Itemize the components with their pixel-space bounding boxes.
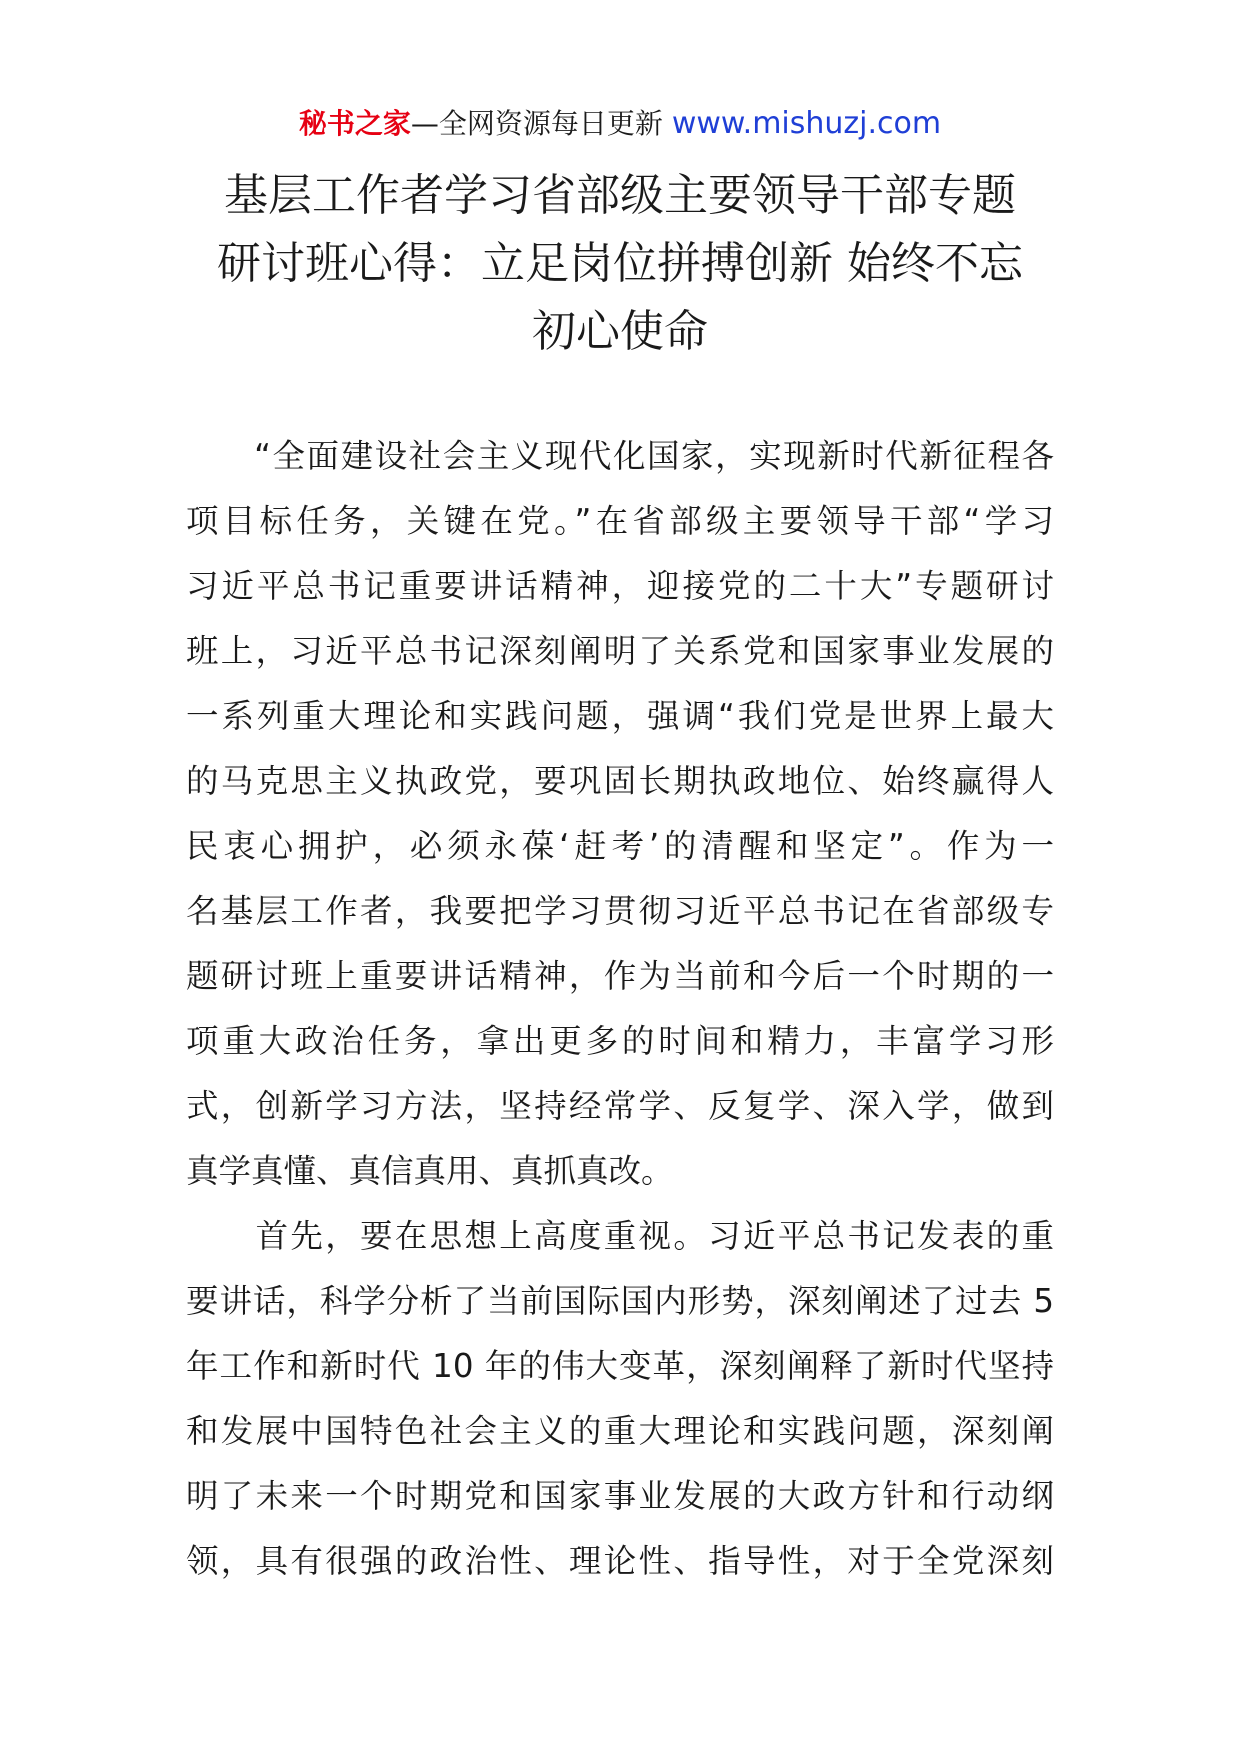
- body-line: 领，具有很强的政治性、理论性、指导性，对于全党深刻: [186, 1542, 1054, 1580]
- body-line: “全面建设社会主义现代化国家，实现新时代新征程各: [186, 437, 1054, 475]
- title-line: 研讨班心得：立足岗位拼搏创新 始终不忘: [217, 238, 1023, 289]
- document-body: [186, 424, 1054, 1594]
- body-line: 真学真懂、真信真用、真抓真改。: [186, 1152, 674, 1190]
- site-tagline: —全网资源每日更新: [410, 107, 663, 140]
- body-line: 年工作和新时代 10 年的伟大变革，深刻阐释了新时代坚持: [186, 1347, 1054, 1385]
- body-line: 名基层工作者，我要把学习贯彻习近平总书记在省部级专: [186, 892, 1054, 930]
- title-line: 初心使命: [532, 306, 708, 357]
- body-line: 和发展中国特色社会主义的重大理论和实践问题，深刻阐: [186, 1412, 1054, 1450]
- body-line: 题研讨班上重要讲话精神，作为当前和今后一个时期的一: [186, 957, 1054, 995]
- body-line: 习近平总书记重要讲话精神，迎接党的二十大”专题研讨: [186, 567, 1054, 605]
- body-line: 明了未来一个时期党和国家事业发展的大政方针和行动纲: [186, 1477, 1054, 1515]
- body-line: 要讲话，科学分析了当前国际国内形势，深刻阐述了过去 5: [186, 1282, 1054, 1320]
- site-brand: 秘书之家: [298, 107, 411, 140]
- body-line: 首先，要在思想上高度重视。习近平总书记发表的重: [186, 1217, 1054, 1255]
- site-header: [0, 102, 1240, 146]
- site-url-link[interactable]: www.mishuzj.com: [671, 106, 942, 141]
- body-line: 项重大政治任务，拿出更多的时间和精力，丰富学习形: [186, 1022, 1054, 1060]
- body-line: 民衷心拥护，必须永葆‘赶考’的清醒和坚定”。作为一: [186, 827, 1054, 865]
- document-title: [160, 162, 1080, 366]
- body-line: 式，创新学习方法，坚持经常学、反复学、深入学，做到: [186, 1087, 1054, 1125]
- body-line: 项目标任务，关键在党。”在省部级主要领导干部“学习: [186, 502, 1054, 540]
- title-line: 基层工作者学习省部级主要领导干部专题: [224, 170, 1016, 221]
- body-line: 一系列重大理论和实践问题，强调“我们党是世界上最大: [186, 697, 1054, 735]
- body-line: 的马克思主义执政党，要巩固长期执政地位、始终赢得人: [186, 762, 1054, 800]
- body-line: 班上，习近平总书记深刻阐明了关系党和国家事业发展的: [186, 632, 1054, 670]
